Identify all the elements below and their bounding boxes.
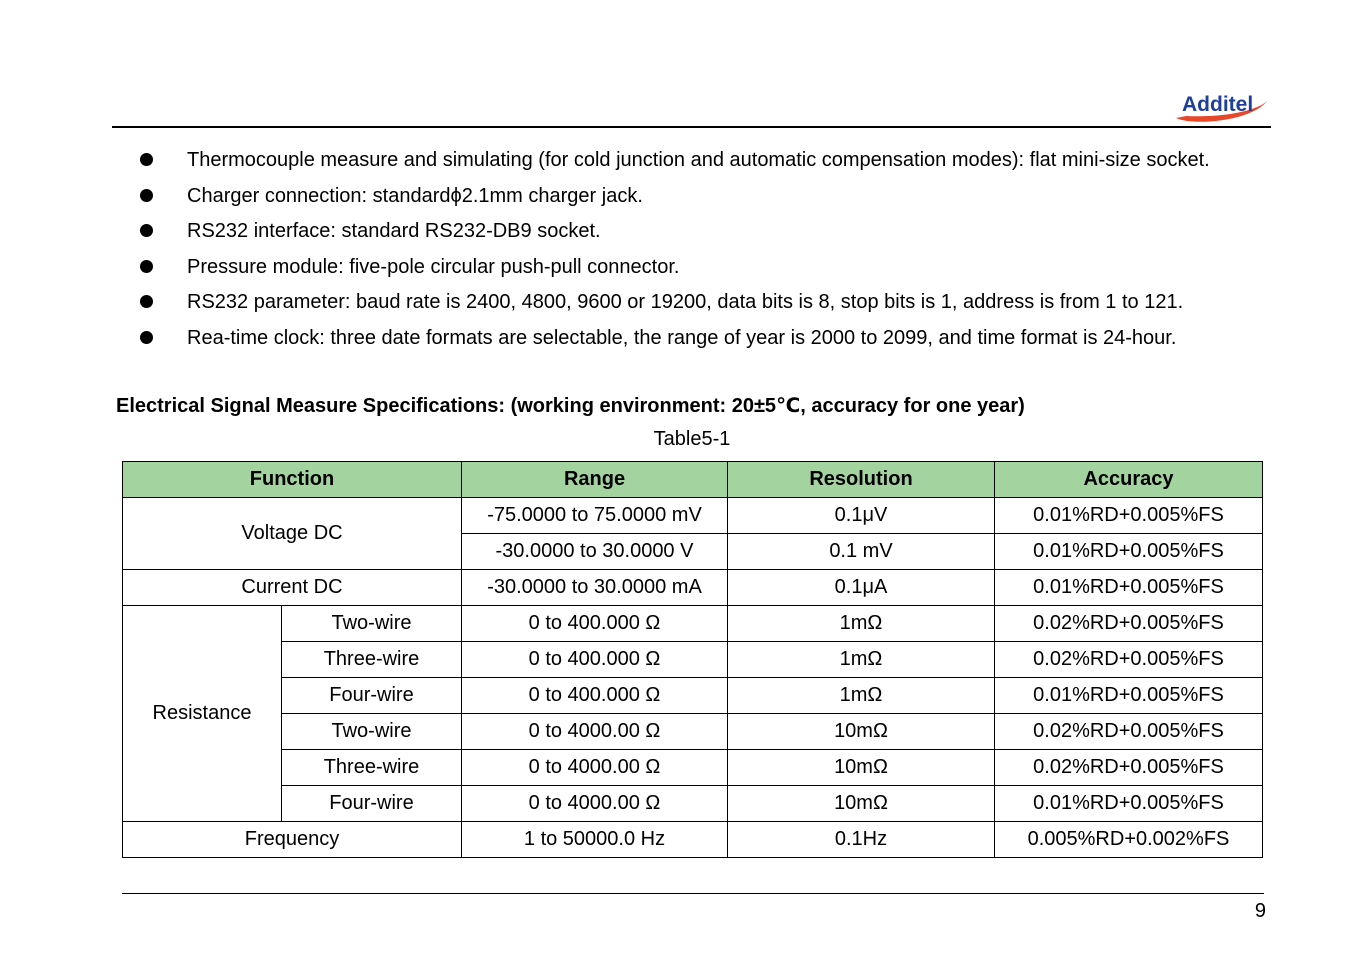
spec-table (122, 461, 1263, 858)
range-cell: -30.0000 to 30.0000 V (462, 534, 728, 570)
list-item: Thermocouple measure and simulating (for cold junction and automatic compensation modes): flat mini-size socket. (136, 143, 1268, 179)
resolution-cell: 1mΩ (728, 678, 995, 714)
resolution-cell: 10mΩ (728, 750, 995, 786)
resolution-cell: 0.1Hz (728, 822, 995, 858)
function-cell: Voltage DC (123, 498, 462, 570)
accuracy-cell: 0.01%RD+0.005%FS (995, 678, 1263, 714)
table-row (123, 678, 1263, 714)
bullet-icon (140, 295, 153, 308)
range-cell: -30.0000 to 30.0000 mA (462, 570, 728, 606)
range-cell: 0 to 4000.00 Ω (462, 714, 728, 750)
list-item: Rea-time clock: three date formats are selectable, the range of year is 2000 to 2099, and time format is 24-hour. (136, 321, 1268, 357)
mode-cell: Four-wire (282, 678, 462, 714)
accuracy-cell: 0.02%RD+0.005%FS (995, 750, 1263, 786)
list-item: Charger connection: standardϕ2.1mm charger jack. (136, 179, 1268, 215)
resolution-cell: 0.1μV (728, 498, 995, 534)
mode-cell: Two-wire (282, 714, 462, 750)
page-number: 9 (1254, 900, 1266, 922)
resolution-cell: 10mΩ (728, 786, 995, 822)
accuracy-cell: 0.02%RD+0.005%FS (995, 714, 1263, 750)
logo-wordmark: Additel (1182, 93, 1254, 116)
footer-rule (122, 893, 1264, 894)
accuracy-cell: 0.005%RD+0.002%FS (995, 822, 1263, 858)
list-item: RS232 parameter: baud rate is 2400, 4800, 9600 or 19200, data bits is 8, stop bits is 1, address is from 1 to 121. (136, 285, 1268, 321)
accuracy-cell: 0.01%RD+0.005%FS (995, 498, 1263, 534)
table-row (123, 714, 1263, 750)
header-resolution: Resolution (728, 462, 995, 498)
table-row (123, 822, 1263, 858)
mode-cell: Two-wire (282, 606, 462, 642)
mode-cell: Four-wire (282, 786, 462, 822)
table-header-row (123, 462, 1263, 498)
bullet-icon (140, 189, 153, 202)
table-row (123, 498, 1263, 534)
header-rule (112, 126, 1271, 128)
range-cell: -75.0000 to 75.0000 mV (462, 498, 728, 534)
list-item: Pressure module: five-pole circular push-pull connector. (136, 250, 1268, 286)
table-row (123, 642, 1263, 678)
resolution-cell: 10mΩ (728, 714, 995, 750)
range-cell: 1 to 50000.0 Hz (462, 822, 728, 858)
range-cell: 0 to 400.000 Ω (462, 606, 728, 642)
spec-heading: Electrical Signal Measure Specifications: (working environment: 20±5℃, accuracy for one year) (116, 395, 1025, 417)
bullet-icon (140, 153, 153, 166)
accuracy-cell: 0.02%RD+0.005%FS (995, 606, 1263, 642)
range-cell: 0 to 4000.00 Ω (462, 750, 728, 786)
table-row (123, 786, 1263, 822)
table-row (123, 570, 1263, 606)
resolution-cell: 0.1μA (728, 570, 995, 606)
feature-list (136, 143, 1268, 356)
table-row (123, 750, 1263, 786)
bullet-icon (140, 331, 153, 344)
list-item: RS232 interface: standard RS232-DB9 socket. (136, 214, 1268, 250)
range-cell: 0 to 400.000 Ω (462, 642, 728, 678)
range-cell: 0 to 4000.00 Ω (462, 786, 728, 822)
function-cell: Current DC (123, 570, 462, 606)
bullet-icon (140, 224, 153, 237)
function-cell: Resistance (123, 606, 282, 822)
accuracy-cell: 0.02%RD+0.005%FS (995, 642, 1263, 678)
function-cell: Frequency (123, 822, 462, 858)
header-accuracy: Accuracy (995, 462, 1263, 498)
accuracy-cell: 0.01%RD+0.005%FS (995, 570, 1263, 606)
mode-cell: Three-wire (282, 750, 462, 786)
mode-cell: Three-wire (282, 642, 462, 678)
header-range: Range (462, 462, 728, 498)
bullet-icon (140, 260, 153, 273)
additel-logo (1172, 86, 1272, 124)
accuracy-cell: 0.01%RD+0.005%FS (995, 786, 1263, 822)
resolution-cell: 1mΩ (728, 606, 995, 642)
table-row (123, 606, 1263, 642)
accuracy-cell: 0.01%RD+0.005%FS (995, 534, 1263, 570)
resolution-cell: 0.1 mV (728, 534, 995, 570)
table-caption: Table5-1 (653, 428, 731, 450)
header-function: Function (123, 462, 462, 498)
resolution-cell: 1mΩ (728, 642, 995, 678)
range-cell: 0 to 400.000 Ω (462, 678, 728, 714)
